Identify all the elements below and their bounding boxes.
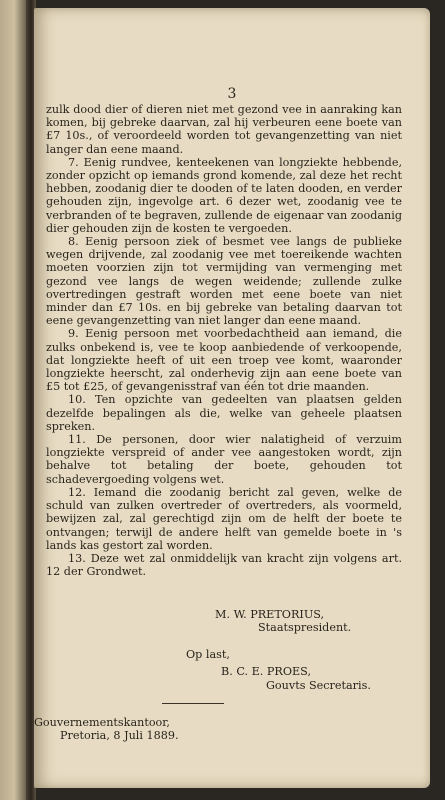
previous-page-edge bbox=[0, 0, 26, 800]
article-10: 10. Ten opzichte van gedeelten van plaatsen gelden dezelfde bepalingen als die, welke van geheele plaatsen spreken. bbox=[46, 393, 402, 433]
article-12: 12. Iemand die zoodanig bericht zal geven, welke de schuld van zulken overtreder of overtreders, als voormeld, bewijzen zal, zal gerechtigd zijn om de helft der boete te ontvangen; terwijl de andere helft van gemelde boete in 's lands kas gestort zal worden. bbox=[46, 485, 402, 552]
secretary-title: Gouvts Secretaris. bbox=[266, 679, 371, 692]
article-9: 9. Eenig persoon met voorbedachtheid aan iemand, die zulks onbekend is, vee te koop aanbiedende of verkoopende, dat longziekte heeft of uit een troep vee komt, waaronder longziekte heerscht, zal onderhevig zijn aan eene boete van £5 tot £25, of gevangenisstraf van één tot drie maanden. bbox=[46, 327, 402, 394]
page-number: 3 bbox=[227, 86, 237, 102]
article-13: 13. Deze wet zal onmiddelijk van kracht zijn volgens art. 12 der Grondwet. bbox=[46, 551, 402, 579]
president-title: Staatspresident. bbox=[258, 621, 352, 634]
document-page bbox=[34, 8, 430, 788]
article-8: 8. Eenig persoon ziek of besmet vee langs de publieke wegen drijvende, zal zoodanig vee met toereikende wachten moeten voorzien zijn tot vermijding van vermenging met gezond vee langs de wegen weidende; zullende zulke overtredingen gestraft worden met eene boete van niet minder dan £7 10s. en bij gebreke van betaling daarvan tot eene gevangenzetting van niet langer dan eene maand. bbox=[46, 235, 402, 328]
president-name: M. W. PRETORIUS, bbox=[215, 608, 325, 621]
op-last-label: Op last, bbox=[186, 648, 230, 661]
article-7: 7. Eenig rundvee, kenteekenen van longziekte hebbende, zonder opzicht op iemands grond komende, zal deze het recht hebben, zoodanig dier te dooden of te laten dooden, en verder gehouden zijn, ingevolge art. 6 dezer wet, zoodanig vee te verbranden of te begraven, zullende de eigenaar van zoodanig dier gehouden zijn de kosten te vergoeden. bbox=[46, 155, 402, 235]
law-text-body bbox=[46, 103, 402, 578]
government-office: Gouvernementskantoor, bbox=[34, 716, 170, 729]
closing-rule bbox=[162, 703, 224, 704]
article-11: 11. De personen, door wier nalatigheid of verzuim longziekte verspreid of ander vee aangestoken wordt, zijn behalve tot betaling der boete, gehouden tot schadevergoeding volgens wet. bbox=[46, 433, 402, 486]
paragraph-continuation: zulk dood dier of dieren niet met gezond vee in aanraking kan komen, bij gebreke daarvan, zal hij verbeuren eene boete van £7 10s., of veroordeeld worden tot gevangenzetting van niet langer dan eene maand. bbox=[46, 103, 402, 156]
secretary-name: B. C. E. PROES, bbox=[221, 665, 311, 678]
place-and-date: Pretoria, 8 Juli 1889. bbox=[60, 729, 179, 742]
